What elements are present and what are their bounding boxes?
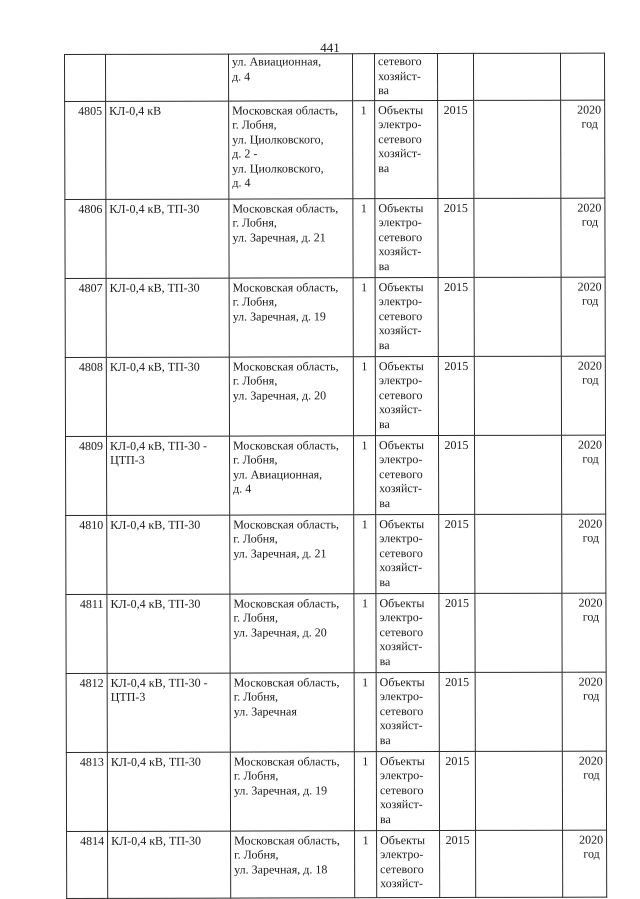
cell-year [438,356,474,435]
cell-name [106,357,229,436]
cell-address [229,100,353,198]
object-name: КЛ-0,4 кВ [109,103,162,118]
object-type-line: электро- [379,452,423,467]
address-line: ул. Заречная, д. 19 [232,308,326,324]
cell-year [438,100,474,198]
address-line: г. Лобня, [233,452,278,467]
cell-number [65,357,106,436]
cell-address [229,356,353,435]
cell-empty [475,593,562,672]
cell-quantity [354,751,376,830]
object-name: КЛ-0,4 кВ, ТП-30 [110,754,201,769]
row-number: 4808 [78,359,103,374]
row-number: 4807 [78,280,103,295]
cell-year [438,198,474,277]
address-line: Московская область, [233,516,340,532]
quantity: 1 [360,200,367,215]
registry-table [64,53,607,899]
object-type-line: Объекты [379,753,425,768]
object-type-line: Объекты [378,279,424,294]
cell-object-type [376,593,439,672]
address-line: Московская область, [232,102,338,118]
object-type-line: хозяйст- [378,323,422,338]
row-number: 4812 [79,675,104,690]
object-type-line: хозяйст- [379,639,423,654]
object-type-line: хозяйст- [379,797,423,812]
commission-year: 2015 [444,437,469,452]
cell-deadline [560,53,604,100]
quantity: 1 [361,516,368,531]
cell-object-type [375,356,438,435]
cell-empty [474,435,561,514]
table-row [65,277,605,357]
table-row [65,100,605,199]
object-type-line: сетевого [378,229,423,244]
address-line: ул. Заречная, д. 19 [233,782,328,798]
page-number: 441 [320,40,340,55]
object-type-line: Объекты [378,200,424,215]
cell-deadline [562,672,606,751]
address-line: Московская область, [234,832,340,848]
address-line: ул. Авиационная, [232,54,322,69]
cell-number [66,515,107,594]
object-type-line: Объекты [379,595,425,610]
quantity: 1 [361,595,368,610]
commission-year: 2015 [443,102,468,117]
quantity: 1 [362,674,369,689]
object-name: КЛ-0,4 кВ, ТП-30 - ЦТП-3 [110,675,208,704]
cell-deadline [561,435,605,514]
object-name: КЛ-0,4 кВ, ТП-30 [109,359,200,374]
object-type-line: ва [379,495,391,510]
cell-name [108,831,231,898]
cell-address [230,751,354,830]
address-line: Московская область, [233,753,340,769]
cell-number [65,101,106,199]
object-type-line: сетевого [379,782,424,797]
cell-quantity [353,356,375,435]
row-number: 4811 [79,596,104,611]
cell-address [229,435,353,514]
cell-name [106,199,229,278]
cell-empty [476,830,563,897]
cell-address [230,672,354,751]
address-line: ул. Заречная, д. 21 [232,229,326,245]
cell-object-type [377,830,440,897]
cell-year [438,277,474,356]
table-row [66,514,606,594]
commission-year: 2015 [444,279,469,294]
deadline-word: год [583,767,600,782]
object-type-line: хозяйст- [380,876,423,891]
cell-address [229,198,353,277]
cell-quantity [353,198,375,277]
deadline-year: 2020 [578,437,603,452]
cell-name [107,594,230,673]
commission-year: 2015 [444,516,469,531]
deadline-word: год [583,846,600,861]
cell-deadline [561,356,605,435]
deadline-word: год [581,116,598,131]
cell-deadline [562,514,606,593]
object-type-line: электро- [379,610,423,625]
deadline-word: год [581,293,599,308]
address-line: Московская область, [232,358,339,374]
deadline-year: 2020 [577,358,602,373]
cell-quantity [353,54,375,101]
address-line: г. Лобня, [232,117,277,132]
object-type-line: ва [379,653,391,668]
address-line: Московская область, [233,437,339,453]
deadline-year: 2020 [577,200,602,215]
object-type-line: ва [379,811,391,826]
cell-deadline [561,277,605,356]
object-type-line: сетевого [378,131,422,146]
address-line: ул. Заречная, д. 20 [232,387,327,403]
cell-deadline [562,593,606,672]
object-type-line: сетевого [378,387,423,402]
cell-empty [474,356,561,435]
row-number: 4806 [78,201,103,216]
object-type-line: сетевого [378,54,422,69]
cell-quantity [354,672,376,751]
deadline-word: год [581,214,599,229]
object-name: КЛ-0,4 кВ, ТП-30 - ЦТП-3 [110,438,208,467]
cell-object-type [375,100,438,198]
address-line: г. Лобня, [232,215,277,230]
cell-object-type [375,54,438,101]
table-row-continued [65,53,605,101]
address-line: Московская область, [233,595,340,611]
cell-address [231,830,355,897]
cell-name [107,673,230,752]
cell-empty [474,100,561,198]
cell-number [65,278,106,357]
deadline-word: год [582,609,600,624]
object-type-line: Объекты [379,516,425,531]
quantity: 1 [362,832,369,847]
object-type-line: хозяйст- [379,481,422,496]
object-type-line: Объекты [380,832,426,847]
object-type-line: ва [379,574,391,589]
object-name: КЛ-0,4 кВ, ТП-30 [110,596,201,611]
deadline-word: год [582,451,599,466]
cell-object-type [375,277,438,356]
cell-deadline [561,198,605,277]
deadline-word: год [582,530,599,545]
deadline-year: 2020 [578,753,603,768]
cell-number [66,752,107,831]
object-type-line: сетевого [380,861,424,876]
commission-year: 2015 [445,753,470,768]
object-type-line: ва [378,416,390,431]
address-line: ул. Заречная [233,703,297,719]
cell-quantity [354,514,376,593]
cell-quantity [353,100,375,198]
object-type-line: электро- [379,689,424,704]
address-line: ул. Авиационная, [233,466,323,482]
cell-name [107,515,230,594]
cell-quantity [353,435,375,514]
deadline-word: год [582,688,600,703]
quantity: 1 [362,753,369,768]
cell-object-type [375,198,438,277]
quantity: 1 [361,437,368,452]
object-type-line: электро- [378,117,422,132]
cell-address [230,593,354,672]
deadline-year: 2020 [579,832,604,847]
address-line: г. Лобня, [233,610,278,625]
table-row [65,198,605,278]
quantity: 1 [361,279,368,294]
object-name: КЛ-0,4 кВ, ТП-30 [111,833,202,848]
row-number: 4813 [79,754,104,769]
cell-year [439,593,475,672]
cell-deadline [563,830,607,897]
cell-name [106,54,229,101]
quantity: 1 [361,358,368,373]
deadline-year: 2020 [577,279,602,294]
cell-empty [473,53,560,100]
table-row [66,751,606,831]
table-row [66,672,606,752]
row-number: 4809 [79,438,104,453]
object-type-line: хозяйст- [379,560,423,575]
cell-name [106,436,229,515]
cell-year [439,514,475,593]
object-type-line: сетевого [379,624,424,639]
object-type-line: электро- [378,373,423,388]
cell-number [66,673,107,752]
object-type-line: Объекты [379,674,425,689]
object-type-line: ва [378,160,390,175]
cell-object-type [375,435,438,514]
cell-empty [475,751,562,830]
object-type-line: хозяйст- [378,244,422,259]
cell-object-type [376,751,439,830]
address-line: ул. Заречная, д. 18 [234,861,328,877]
address-line: д. 4 [232,175,251,190]
cell-deadline [561,100,605,198]
row-number: 4805 [78,103,103,118]
object-type-line: ва [378,83,389,98]
commission-year: 2015 [444,595,469,610]
object-type-line: электро- [378,215,422,230]
cell-empty [475,514,562,593]
object-type-line: сетевого [379,545,423,560]
address-line: г. Лобня, [232,294,278,309]
object-name: КЛ-0,4 кВ, ТП-30 [109,201,200,216]
commission-year: 2015 [443,200,468,215]
object-type-line: хозяйст- [378,146,422,161]
quantity: 1 [360,102,367,117]
object-type-line: хозяйст- [378,402,422,417]
object-type-line: Объекты [378,102,424,117]
cell-year [439,751,475,830]
object-type-line: Объекты [379,437,425,452]
row-number: 4810 [79,517,104,532]
commission-year: 2015 [444,358,469,373]
cell-year [438,53,474,100]
table-row [65,356,605,436]
address-line: д. 4 [232,69,251,84]
table-row [66,593,606,673]
object-type-line: электро- [380,847,424,862]
cell-number [66,436,107,515]
object-name: КЛ-0,4 кВ, ТП-30 [109,280,200,295]
table-row [66,435,606,515]
cell-quantity [355,830,377,897]
object-type-line: ва [378,337,390,352]
object-type-line: Объекты [378,358,424,373]
cell-number [66,594,107,673]
cell-year [438,435,474,514]
address-line: ул. Заречная, д. 21 [233,545,327,561]
object-type-line: электро- [378,294,422,309]
cell-number [67,831,108,898]
cell-year [439,672,475,751]
object-type-line: электро- [379,531,423,546]
address-line: г. Лобня, [233,689,279,704]
address-line: г. Лобня, [232,373,278,388]
cell-object-type [376,672,439,751]
address-line: ул. Циолковского, [232,160,324,176]
address-line: ул. Циолковского, [232,131,324,147]
object-type-line: ва [378,258,390,273]
registry-table-body [65,53,607,898]
address-line: г. Лобня, [233,531,278,546]
address-line: д. 2 - [232,146,258,161]
cell-number [65,199,106,278]
cell-name [106,101,229,199]
row-number: 4814 [80,833,105,848]
deadline-year: 2020 [577,102,602,117]
address-line: г. Лобня, [233,768,279,783]
address-line: Московская область, [232,200,339,216]
address-line: г. Лобня, [234,847,279,862]
deadline-year: 2020 [578,516,603,531]
cell-empty [475,672,562,751]
deadline-year: 2020 [578,595,603,610]
cell-number [65,54,106,101]
cell-quantity [354,593,376,672]
deadline-year: 2020 [578,674,603,689]
object-type-line: ва [379,732,391,747]
cell-address [229,277,353,356]
deadline-word: год [582,372,599,387]
commission-year: 2015 [445,832,470,847]
cell-empty [474,198,561,277]
cell-address [230,514,354,593]
cell-name [107,752,230,831]
commission-year: 2015 [445,674,470,689]
address-line: Московская область, [232,279,339,295]
object-type-line: хозяйст- [379,718,423,733]
cell-empty [474,277,561,356]
object-type-line: сетевого [379,703,424,718]
cell-object-type [376,514,439,593]
table-row [67,830,607,898]
cell-address [229,54,353,101]
object-name: КЛ-0,4 кВ, ТП-30 [110,517,201,532]
cell-deadline [562,751,606,830]
address-line: д. 4 [233,481,252,496]
object-type-line: сетевого [379,466,423,481]
address-line: Московская область, [233,674,340,690]
cell-year [440,830,476,897]
object-type-line: сетевого [378,308,423,323]
cell-name [106,278,229,357]
object-type-line: хозяйст- [378,68,421,83]
address-line: ул. Заречная, д. 20 [233,624,327,640]
object-type-line: электро- [379,768,424,783]
cell-quantity [353,277,375,356]
